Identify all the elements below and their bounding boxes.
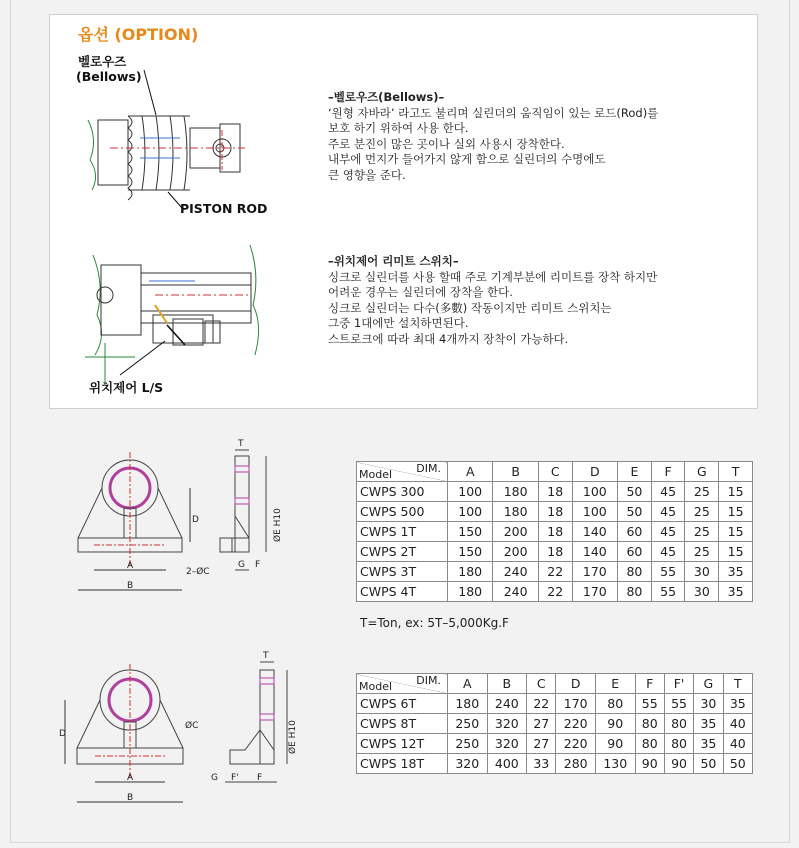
table-cell: 400 [487, 754, 527, 774]
table-cell: 180 [448, 582, 493, 602]
dim-label-g: G [238, 560, 245, 570]
table-cell: 170 [556, 694, 596, 714]
model-cell: CWPS 6T [357, 694, 448, 714]
dimension-table-2 [356, 673, 753, 774]
dim-label-g: G [211, 773, 218, 783]
table-cell: 55 [651, 582, 685, 602]
table-cell: 35 [694, 734, 723, 754]
table-cell: 170 [572, 562, 617, 582]
table-cell: 200 [493, 542, 538, 562]
table-cell: 240 [493, 582, 538, 602]
dim-label-f: F [257, 773, 263, 783]
bellows-label-ko: 벨로우즈 [78, 54, 127, 69]
table-corner-cell [357, 462, 448, 482]
table-cell: 27 [527, 734, 556, 754]
table-cell: 45 [651, 482, 685, 502]
table-cell: 150 [448, 542, 493, 562]
column-header: F [651, 462, 685, 482]
dim-label-bore: ØE H10 [273, 508, 283, 542]
corner-model-label: Model [359, 468, 393, 481]
table-cell: 35 [719, 582, 753, 602]
piston-rod-label: PISTON ROD [180, 201, 268, 216]
column-header: G [685, 462, 719, 482]
column-header: A [448, 462, 493, 482]
table-cell: 60 [618, 522, 652, 542]
table-cell: 22 [538, 582, 572, 602]
table-cell: 90 [595, 734, 635, 754]
table-cell: 320 [487, 734, 527, 754]
table-cell: 50 [618, 502, 652, 522]
table-cell: 320 [487, 714, 527, 734]
table-cell: 170 [572, 582, 617, 602]
dim-label-bore: ØE H10 [288, 720, 298, 754]
table-cell: 18 [538, 482, 572, 502]
table-cell: 22 [538, 562, 572, 582]
table-cell: 50 [723, 754, 752, 774]
table-cell: 25 [685, 482, 719, 502]
column-header: T [719, 462, 753, 482]
table-cell: 80 [635, 714, 664, 734]
table-cell: 55 [664, 694, 693, 714]
dim-label-a: A [127, 561, 134, 571]
model-cell: CWPS 18T [357, 754, 448, 774]
bellows-desc-line: 주로 분진이 많은 곳이나 실외 사용시 장착한다. [328, 136, 565, 151]
table-cell: 100 [448, 502, 493, 522]
dim-label-b: B [127, 793, 134, 803]
table-cell: 60 [618, 542, 652, 562]
table-row [357, 714, 753, 734]
limit-switch-label: 위치제어 L/S [89, 380, 164, 395]
table-cell: 100 [572, 502, 617, 522]
option-title: 옵션 (OPTION) [78, 25, 199, 44]
dim-label-f: F [255, 560, 261, 570]
table-cell: 250 [448, 734, 488, 754]
table-cell: 15 [719, 542, 753, 562]
bellows-desc-line: ‘원형 자바라’ 라고도 불리며 실린더의 움직임이 있는 로드(Rod)를 [328, 105, 659, 120]
table-cell: 35 [694, 714, 723, 734]
corner-model-label: Model [359, 680, 393, 693]
table-cell: 240 [493, 562, 538, 582]
column-header: C [538, 462, 572, 482]
table-cell: 220 [556, 714, 596, 734]
dim-label-f-prime: F' [231, 773, 239, 783]
bellows-desc-line: 큰 영향을 준다. [328, 167, 406, 182]
column-header: B [493, 462, 538, 482]
model-cell: CWPS 1T [357, 522, 448, 542]
bellows-desc-heading: –벨로우즈(Bellows)– [328, 90, 445, 104]
table-cell: 80 [664, 714, 693, 734]
column-header: B [487, 674, 527, 694]
bracket-drawing-2 [55, 650, 305, 810]
table-cell: 180 [448, 694, 488, 714]
table-cell: 280 [556, 754, 596, 774]
column-header: T [723, 674, 752, 694]
model-cell: CWPS 8T [357, 714, 448, 734]
model-cell: CWPS 500 [357, 502, 448, 522]
table-cell: 30 [685, 582, 719, 602]
table-cell: 30 [694, 694, 723, 714]
table-cell: 220 [556, 734, 596, 754]
table-header-row [357, 674, 753, 694]
table-cell: 150 [448, 522, 493, 542]
column-header: F [635, 674, 664, 694]
table-row [357, 542, 753, 562]
switch-desc-line: 어려운 경우는 실린더에 장착을 한다. [328, 285, 513, 299]
table-cell: 250 [448, 714, 488, 734]
table-row [357, 754, 753, 774]
table-cell: 18 [538, 542, 572, 562]
table-cell: 15 [719, 522, 753, 542]
table-cell: 320 [448, 754, 488, 774]
table-cell: 18 [538, 522, 572, 542]
column-header: A [448, 674, 488, 694]
dim-label-t: T [238, 439, 244, 449]
table-cell: 90 [664, 754, 693, 774]
table-cell: 180 [493, 502, 538, 522]
table-row [357, 582, 753, 602]
corner-dim-label: DIM. [416, 674, 441, 687]
table-cell: 80 [595, 694, 635, 714]
table-cell: 200 [493, 522, 538, 542]
table-cell: 50 [694, 754, 723, 774]
dim-label-d: D [192, 515, 199, 525]
table-cell: 240 [487, 694, 527, 714]
table-cell: 40 [723, 714, 752, 734]
table-cell: 80 [618, 582, 652, 602]
table-cell: 80 [635, 734, 664, 754]
bellows-label-en: (Bellows) [76, 69, 142, 84]
switch-desc-line: 스트로크에 따라 최대 4개까지 장착이 가능하다. [328, 331, 569, 346]
column-header: D [556, 674, 596, 694]
corner-dim-label: DIM. [416, 462, 441, 475]
table-cell: 55 [635, 694, 664, 714]
table-cell: 140 [572, 522, 617, 542]
table-cell: 50 [618, 482, 652, 502]
switch-desc-line: 싱크로 실린더는 다수(多數) 작동이지만 리미트 스위치는 [328, 300, 612, 315]
table-cell: 55 [651, 562, 685, 582]
column-header: D [572, 462, 617, 482]
table-corner-cell [357, 674, 448, 694]
column-header: G [694, 674, 723, 694]
table-cell: 80 [664, 734, 693, 754]
table-cell: 18 [538, 502, 572, 522]
table-cell: 15 [719, 502, 753, 522]
bellows-description [328, 90, 658, 183]
table-cell: 22 [527, 694, 556, 714]
table-cell: 100 [572, 482, 617, 502]
model-cell: CWPS 3T [357, 562, 448, 582]
switch-desc-line: 그중 1대에만 설치하면된다. [328, 316, 469, 330]
table-cell: 45 [651, 502, 685, 522]
table-cell: 180 [493, 482, 538, 502]
table-row [357, 694, 753, 714]
model-cell: CWPS 4T [357, 582, 448, 602]
limit-switch-drawing [85, 245, 260, 385]
dim-label-b: B [127, 581, 134, 591]
column-header: E [595, 674, 635, 694]
table-row [357, 502, 753, 522]
table-cell: 130 [595, 754, 635, 774]
table-cell: 180 [448, 562, 493, 582]
table-cell: 40 [723, 734, 752, 754]
table-cell: 35 [723, 694, 752, 714]
table-cell: 25 [685, 542, 719, 562]
table-cell: 80 [618, 562, 652, 582]
bellows-drawing [70, 80, 270, 210]
table-row [357, 482, 753, 502]
table-cell: 33 [527, 754, 556, 774]
switch-description [328, 254, 657, 347]
table-cell: 30 [685, 562, 719, 582]
table-cell: 90 [635, 754, 664, 774]
dim-label-a: A [127, 773, 134, 783]
model-cell: CWPS 300 [357, 482, 448, 502]
table-cell: 45 [651, 542, 685, 562]
model-cell: CWPS 2T [357, 542, 448, 562]
dimension-table-1 [356, 461, 753, 602]
table-row [357, 522, 753, 542]
ton-note: T=Ton, ex: 5T–5,000Kg.F [360, 616, 509, 630]
dim-label-d: D [59, 729, 66, 739]
table-row [357, 734, 753, 754]
table-row [357, 562, 753, 582]
bellows-desc-line: 보호 하기 위하여 사용 한다. [328, 121, 469, 135]
model-cell: CWPS 12T [357, 734, 448, 754]
table-cell: 25 [685, 522, 719, 542]
table-cell: 27 [527, 714, 556, 734]
bellows-desc-line: 내부에 먼지가 들어가지 않게 함으로 실린더의 수명에도 [328, 152, 606, 166]
switch-desc-line: 싱크로 실린더를 사용 할때 주로 기계부분에 리미트를 장착 하지만 [328, 269, 658, 284]
switch-desc-heading: –위치제어 리미트 스위치– [328, 254, 459, 268]
dim-label-2c: 2–ØC [186, 567, 210, 577]
bracket-drawing-1 [70, 438, 305, 598]
column-header: C [527, 674, 556, 694]
table-cell: 140 [572, 542, 617, 562]
table-cell: 25 [685, 502, 719, 522]
dim-label-t: T [263, 651, 269, 661]
dim-label-c: ØC [185, 721, 199, 731]
table-cell: 100 [448, 482, 493, 502]
table-cell: 15 [719, 482, 753, 502]
column-header: E [618, 462, 652, 482]
table-cell: 90 [595, 714, 635, 734]
table-cell: 35 [719, 562, 753, 582]
table-cell: 45 [651, 522, 685, 542]
column-header: F' [664, 674, 693, 694]
table-header-row [357, 462, 753, 482]
